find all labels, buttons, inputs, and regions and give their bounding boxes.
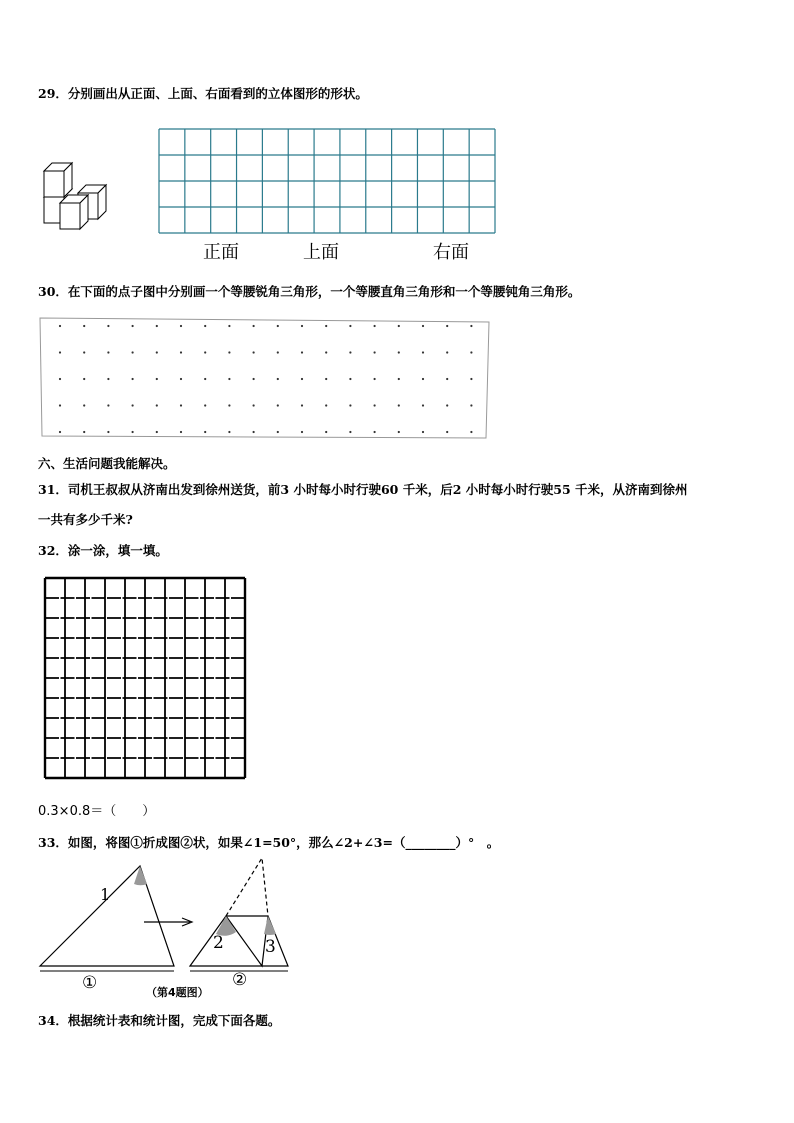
- q33-text: 33．如图，将图①折成图②状，如果∠1=50°，那么∠2+∠3=（________）° 。: [38, 835, 500, 850]
- label-front: 正面: [203, 242, 239, 263]
- dot: [253, 378, 255, 380]
- q33-fold-figure: [36, 858, 306, 1000]
- dot: [180, 404, 182, 406]
- q29-text: 29．分别画出从正面、上面、右面看到的立体图形的形状。: [38, 86, 368, 101]
- dot: [446, 325, 448, 327]
- dot: [253, 431, 255, 433]
- dot: [398, 325, 400, 327]
- dot: [277, 431, 279, 433]
- dot: [180, 378, 182, 380]
- dot: [277, 351, 279, 353]
- dot: [204, 404, 206, 406]
- dot: [83, 431, 85, 433]
- dot: [59, 351, 61, 353]
- dot: [301, 378, 303, 380]
- dot: [107, 325, 109, 327]
- q30-text: 30．在下面的点子图中分别画一个等腰锐角三角形，一个等腰直角三角形和一个等腰钝角三角形。: [38, 284, 581, 299]
- dot: [374, 351, 376, 353]
- q32-equation[interactable]: 0.3×0.8＝（ ）: [38, 804, 156, 819]
- dot: [204, 351, 206, 353]
- dot: [156, 404, 158, 406]
- dot: [132, 351, 134, 353]
- angle-3-label: 3: [265, 937, 276, 957]
- dot: [349, 325, 351, 327]
- dot: [277, 378, 279, 380]
- dot: [228, 404, 230, 406]
- dot: [398, 431, 400, 433]
- dot-grid[interactable]: [38, 316, 492, 442]
- dot: [446, 378, 448, 380]
- angle-2-label: 2: [213, 933, 224, 953]
- dot: [398, 378, 400, 380]
- dot: [204, 378, 206, 380]
- q31-line2: 一共有多少千米?: [38, 512, 133, 527]
- dot: [204, 325, 206, 327]
- label-top: 上面: [303, 242, 339, 263]
- dot: [446, 404, 448, 406]
- angle-1-label: 1: [100, 885, 111, 904]
- dot: [156, 351, 158, 353]
- dot: [253, 325, 255, 327]
- dot: [156, 378, 158, 380]
- dot: [253, 351, 255, 353]
- fig-caption: （第4题图）: [146, 986, 209, 999]
- dot: [325, 404, 327, 406]
- dot: [156, 431, 158, 433]
- dot: [422, 378, 424, 380]
- dot: [349, 351, 351, 353]
- q34-text: 34．根据统计表和统计图，完成下面各题。: [38, 1013, 281, 1028]
- dot: [325, 431, 327, 433]
- dot: [107, 431, 109, 433]
- dot: [59, 378, 61, 380]
- dot: [446, 351, 448, 353]
- dot: [325, 351, 327, 353]
- dot: [59, 431, 61, 433]
- dot: [301, 325, 303, 327]
- q29-answer-grid[interactable]: [158, 128, 496, 234]
- dot: [374, 404, 376, 406]
- dot: [470, 378, 472, 380]
- section-6-title: 六、生活问题我能解决。: [38, 456, 176, 471]
- dot: [470, 404, 472, 406]
- label-right: 右面: [433, 242, 469, 263]
- dot: [83, 378, 85, 380]
- dot: [228, 431, 230, 433]
- dot: [446, 431, 448, 433]
- dot: [107, 404, 109, 406]
- dot: [83, 351, 85, 353]
- dot: [132, 325, 134, 327]
- dot: [349, 378, 351, 380]
- dot: [132, 404, 134, 406]
- dot: [349, 431, 351, 433]
- fig1-label: ①: [82, 973, 98, 993]
- dot: [228, 325, 230, 327]
- dot: [301, 431, 303, 433]
- dot: [470, 431, 472, 433]
- dot: [107, 378, 109, 380]
- dot: [59, 325, 61, 327]
- dot: [156, 325, 158, 327]
- cube-stack-figure: [40, 155, 112, 231]
- dot: [374, 378, 376, 380]
- dot: [253, 404, 255, 406]
- dot: [422, 325, 424, 327]
- dot: [470, 325, 472, 327]
- q32-text: 32．涂一涂，填一填。: [38, 543, 168, 558]
- dot: [59, 404, 61, 406]
- dot: [180, 351, 182, 353]
- dot: [132, 431, 134, 433]
- dot: [180, 431, 182, 433]
- dot: [325, 378, 327, 380]
- dot: [301, 351, 303, 353]
- fig2-label: ②: [232, 970, 248, 990]
- dot: [301, 404, 303, 406]
- dot: [180, 325, 182, 327]
- dot: [470, 351, 472, 353]
- dot: [422, 404, 424, 406]
- dot: [228, 378, 230, 380]
- dot: [398, 404, 400, 406]
- dot: [374, 431, 376, 433]
- dot: [228, 351, 230, 353]
- dot: [204, 431, 206, 433]
- dot: [132, 378, 134, 380]
- dot: [83, 404, 85, 406]
- q31-line1: 31．司机王叔叔从济南出发到徐州送货，前3 小时每小时行驶60 千米，后2 小时每小时行驶55 千米，从济南到徐州: [38, 482, 688, 497]
- dot: [374, 325, 376, 327]
- dot: [83, 325, 85, 327]
- dot: [325, 325, 327, 327]
- dot: [277, 404, 279, 406]
- hundred-grid[interactable]: [40, 574, 252, 784]
- dot: [422, 431, 424, 433]
- dot: [107, 351, 109, 353]
- dot: [277, 325, 279, 327]
- dot: [422, 351, 424, 353]
- dot: [398, 351, 400, 353]
- dot: [349, 404, 351, 406]
